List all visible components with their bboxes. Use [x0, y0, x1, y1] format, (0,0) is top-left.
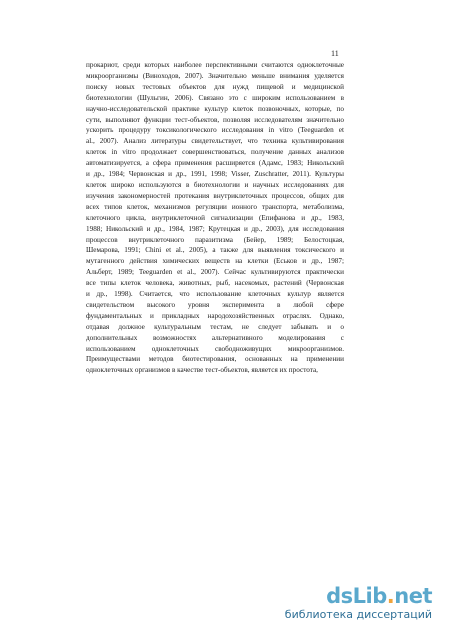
- text-line: Преимуществами методов биотестирования, основанных на применении: [86, 355, 344, 364]
- text-line: Альберт, 1989; Teeguarden et al., 2007). Сейчас культивируются практически: [86, 268, 344, 277]
- text-line: клеточного цикла, внутриклеточной сигнализации (Епифанова и др., 1983,: [86, 213, 344, 222]
- text-line: и др., 1984; Червонская и др., 1991, 1998; Visser, Zuschratter, 2011). Культуры: [86, 170, 344, 179]
- text-line: свидетельством высокого уровня эксперимента в любой сфере: [86, 300, 344, 309]
- text-line: автоматизируется, а сфера применения расширяется (Адамс, 1983; Никольский: [86, 159, 344, 168]
- text-line: прокариот, среди которых наиболее перспективными считаются одноклеточные: [86, 61, 344, 69]
- text-line: клеток широко используются в биотехнологии и научных исследованиях для: [86, 180, 344, 189]
- text-line: 1988; Никольский и др., 1984, 1987; Крутецкая и др., 2003), для исследования: [86, 224, 344, 233]
- text-line: al., 2007). Анализ литературы свидетельствует, что техника культивирования: [86, 137, 344, 146]
- text-line: ускорить процедуру токсикологического исследования in vitro (Teeguarden et: [86, 126, 344, 135]
- page-number: 11: [331, 49, 339, 58]
- watermark-logo-dot: .: [386, 584, 395, 608]
- dslib-watermark: [285, 585, 432, 621]
- text-line: Шемарова, 1991; Chini et al., 2005), а также для выявления токсического и: [86, 246, 344, 255]
- text-line: и др., 1998). Считается, что использование клеточных культур является: [86, 290, 344, 299]
- watermark-logo: [285, 585, 432, 607]
- text-line: использованием одноклеточных свободноживущих микроорганизмов.: [86, 344, 344, 353]
- text-line: биотехнологии (Шульгин, 2006). Связано это с широким использованием в: [86, 93, 344, 102]
- text-line: клеток in vitro продолжает совершенствоваться, получение данных анализов: [86, 148, 344, 157]
- text-line: сути, выполняют функции тест-объектов, позволяя исследователям значительно: [86, 115, 344, 124]
- text-line: всех типов клеток, механизмов регуляции ионного транспорта, метаболизма,: [86, 202, 344, 211]
- text-line: мутагенного действия химических веществ на клетки (Еськов и др., 1987;: [86, 257, 344, 266]
- text-line: процессов внутриклеточного паразитизма (Бейер, 1989; Белостоцкая,: [86, 235, 344, 244]
- watermark-subtitle: библиотека диссертаций: [284, 608, 432, 621]
- text-line: поиску новых тестовых объектов для нужд пищевой и медицинской: [86, 82, 344, 91]
- text-line: микроорганизмы (Виноходов, 2007). Значительно меньше внимания уделяется: [86, 71, 344, 80]
- text-line: отдавая должное культуральным тестам, не следует забывать и о: [86, 322, 344, 331]
- text-line: научно-исследовательской практике культур клеток позвоночных, которые, по: [86, 104, 344, 113]
- text-line: изучения закономерностей протекания внутриклеточных процессов, общих для: [86, 191, 344, 200]
- text-line: фундаментальных и прикладных народохозяйственных отраслях. Однако,: [86, 311, 344, 320]
- text-line: одноклеточных организмов в качестве тест-объектов, является их простота,: [86, 366, 318, 375]
- body-text: [86, 60, 344, 376]
- watermark-logo-main: dsLib: [326, 584, 387, 608]
- text-line: все типы клеток человека, животных, рыб, насекомых, растений (Червонская: [86, 279, 344, 288]
- watermark-logo-tld: net: [394, 584, 432, 608]
- text-line: дополнительных возможностях альтернативного моделирования с: [86, 333, 344, 342]
